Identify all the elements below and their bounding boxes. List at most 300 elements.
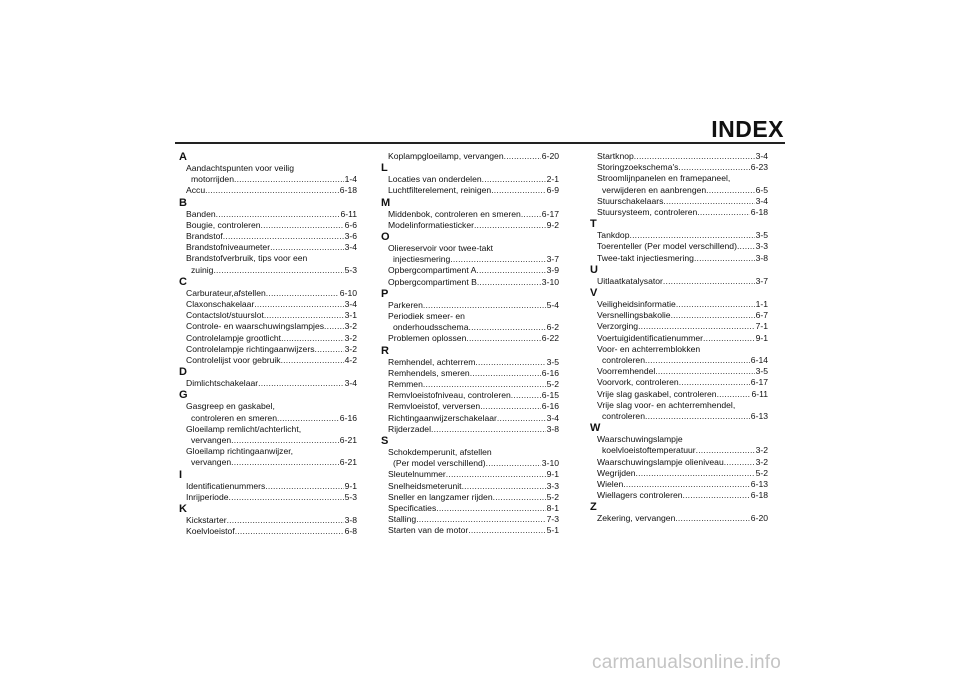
index-letter-heading: I (179, 468, 183, 481)
index-entry (381, 322, 559, 333)
index-entry-label: Locaties van onderdelen (388, 174, 482, 185)
dot-leader (266, 288, 339, 299)
index-entry-label: Brandstofniveaumeter (186, 242, 271, 253)
index-entry (590, 299, 768, 310)
index-entry-head: Voor- en achterremblokken (597, 343, 701, 354)
index-page-ref[interactable]: 2-1 (546, 174, 559, 185)
index-page-ref[interactable]: 9-1 (755, 332, 768, 343)
index-entry-label: onderhoudsschema (393, 322, 469, 333)
index-entry-label: Identificatienummers (186, 480, 266, 491)
index-page-ref[interactable]: 3-4 (755, 151, 768, 161)
index-page-ref[interactable]: 5-1 (546, 525, 559, 536)
index-entry-head: Stroomlijnpanelen en framepaneel, (597, 173, 731, 184)
index-entry-head: Vrije slag voor- en achterremhendel, (597, 399, 736, 410)
dot-leader (696, 445, 755, 456)
index-entry (381, 209, 559, 220)
index-entry (179, 457, 357, 468)
index-entry (381, 174, 559, 185)
dot-leader (511, 390, 541, 401)
dot-leader (475, 357, 545, 368)
dot-leader (265, 481, 343, 492)
index-page-ref[interactable]: 6-21 (339, 457, 357, 468)
index-entry (179, 288, 357, 299)
index-page-ref[interactable]: 6-11 (340, 208, 357, 219)
index-page-ref[interactable]: 6-16 (339, 412, 357, 423)
index-entry-label: Remhendels, smeren (388, 367, 470, 378)
index-entry-label: Specificaties (388, 503, 437, 514)
index-letter-heading: G (179, 389, 188, 402)
index-entry (179, 310, 357, 321)
index-entry (590, 162, 768, 173)
index-page-ref[interactable]: 1-1 (755, 299, 768, 310)
index-page-ref[interactable]: 3-2 (755, 456, 768, 467)
index-entry-label: Wiellagers controleren (597, 490, 683, 501)
index-entry (381, 254, 559, 265)
index-entry-label: Remmen (388, 379, 423, 390)
index-page-ref[interactable]: 6-11 (751, 388, 768, 399)
index-page-ref[interactable]: 6-13 (750, 411, 768, 422)
dot-leader (630, 230, 755, 241)
index-entry-label: Remvloeistof, verversen (388, 401, 481, 412)
dot-leader (423, 379, 546, 390)
index-entry (381, 300, 559, 311)
index-page-ref[interactable]: 6-17 (541, 208, 559, 219)
index-entry (590, 310, 768, 321)
index-page-ref[interactable]: 3-8 (546, 423, 559, 434)
index-page-ref[interactable]: 6-10 (339, 287, 357, 298)
index-page-ref[interactable]: 3-5 (546, 356, 559, 367)
index-entry (381, 277, 559, 288)
index-entry-label: Sneller en langzamer rijden (388, 491, 493, 502)
index-entry (179, 299, 357, 310)
index-entry-label: Voorvork, controleren (597, 377, 679, 388)
dot-leader (446, 469, 546, 480)
index-entry-label: Starten van de motor (388, 525, 469, 536)
index-page-ref[interactable]: 6-20 (541, 151, 559, 161)
index-page-ref[interactable]: 6-13 (750, 479, 768, 490)
index-entry-head: Gloeilamp richtingaanwijzer, (186, 446, 293, 457)
dot-leader (697, 207, 749, 218)
index-entry (179, 355, 357, 366)
index-entry-label: Inrijperiode (186, 491, 229, 502)
index-page-ref[interactable]: 3-10 (541, 276, 559, 287)
dot-leader (663, 196, 754, 207)
index-entry (590, 253, 768, 264)
dot-leader (281, 355, 344, 366)
index-entry (179, 435, 357, 446)
dot-leader (264, 310, 344, 321)
index-page-ref[interactable]: 6-22 (541, 333, 559, 344)
index-entry-label: Rijderzadel (388, 423, 431, 434)
index-letter-heading: Z (590, 501, 597, 514)
index-entry (381, 469, 559, 480)
index-letter-heading: V (590, 287, 598, 300)
index-entry-label: Wielen (597, 479, 624, 490)
index-entry-label: Waarschuwingslampje olieniveau (597, 456, 724, 467)
index-entry-label: Vrije slag gaskabel, controleren (597, 388, 717, 399)
index-page-ref[interactable]: 6-5 (755, 184, 768, 195)
index-page-ref[interactable]: 3-8 (755, 252, 768, 263)
index-entry-label: vervangen (191, 435, 232, 446)
index-entry (381, 481, 559, 492)
index-entry (179, 333, 357, 344)
index-letter-heading: D (179, 366, 187, 379)
dot-leader (205, 185, 339, 196)
index-entry (179, 378, 357, 389)
index-entry-label: controleren (602, 355, 645, 366)
dot-leader (477, 277, 541, 288)
dot-leader (468, 525, 545, 536)
index-entry (590, 321, 768, 332)
index-entry-label: Contactslot/stuurslot (186, 310, 264, 321)
index-entry-label: verwijderen en aanbrengen (602, 184, 707, 195)
index-entry (381, 492, 559, 503)
index-column-3 (590, 151, 768, 525)
dot-leader (482, 174, 546, 185)
index-page-ref[interactable]: 3-4 (344, 299, 357, 310)
index-entry-label: Stalling (388, 514, 417, 525)
index-entry (590, 389, 768, 400)
index-entry-label: Voorremhendel (597, 366, 656, 377)
index-entry-label: Banden (186, 208, 216, 219)
index-letter-heading: R (381, 344, 389, 357)
index-page-ref[interactable]: 3-7 (546, 254, 559, 265)
dot-leader (470, 368, 541, 379)
dot-leader (717, 389, 751, 400)
index-entry-label: Parkeren (388, 299, 423, 310)
index-entry-label: Koplampgloeilamp, vervangen (388, 151, 504, 161)
index-page-ref[interactable]: 3-9 (546, 265, 559, 276)
dot-leader (638, 321, 754, 332)
index-entry (381, 458, 559, 469)
dot-leader (493, 492, 546, 503)
index-letter-heading: A (179, 151, 187, 163)
dot-leader (234, 174, 344, 185)
index-page-ref[interactable]: 6-9 (546, 185, 559, 196)
index-page-ref[interactable]: 6-6 (344, 219, 357, 230)
index-entry (179, 481, 357, 492)
index-entry-label: Brandstof (186, 231, 223, 242)
index-page-ref[interactable]: 5-2 (546, 491, 559, 502)
index-letter-heading: M (381, 196, 391, 209)
index-entry-label: Problemen oplossen (388, 333, 467, 344)
dot-leader (469, 322, 546, 333)
index-page-ref[interactable]: 3-3 (546, 480, 559, 491)
dot-leader (416, 514, 545, 525)
index-entry (590, 333, 768, 344)
dot-leader (423, 300, 546, 311)
index-page-ref[interactable]: 9-2 (546, 219, 559, 230)
dot-leader (675, 513, 749, 524)
dot-leader (679, 377, 750, 388)
index-page-ref[interactable]: 7-3 (546, 514, 559, 525)
index-entry-label: Tankdop (597, 230, 630, 241)
index-entry (590, 196, 768, 207)
index-letter-heading: K (179, 503, 187, 516)
index-entry-label: vervangen (191, 457, 232, 468)
index-entry (179, 231, 357, 242)
index-entry (179, 515, 357, 526)
index-entry (381, 368, 559, 379)
index-page-ref[interactable]: 8-1 (546, 503, 559, 514)
index-entry-label: Bougie, controleren (186, 219, 261, 230)
index-entry-label: Verzorging (597, 321, 639, 332)
index-page-ref[interactable]: 6-15 (541, 390, 559, 401)
index-entry-label: controleren (602, 411, 645, 422)
dot-leader (476, 265, 545, 276)
index-page-ref[interactable]: 3-5 (755, 366, 768, 377)
index-column-2 (381, 151, 559, 537)
dot-leader (497, 413, 546, 424)
dot-leader (703, 333, 755, 344)
index-page-ref[interactable]: 6-18 (750, 207, 768, 218)
index-entry-head: Oliereservoir voor twee-takt (388, 243, 494, 254)
index-entry-label: injectiesmering (393, 254, 451, 265)
index-page-ref[interactable]: 5-3 (344, 491, 357, 502)
index-entry-head: Periodiek smeer- en (388, 311, 465, 322)
index-entry (381, 525, 559, 536)
index-entry (590, 230, 768, 241)
dot-leader (724, 457, 755, 468)
dot-leader (663, 276, 755, 287)
index-page-ref[interactable]: 5-2 (546, 379, 559, 390)
index-entry-label: (Per model verschillend) (393, 458, 486, 469)
index-page-ref[interactable]: 6-17 (750, 377, 768, 388)
index-page-ref[interactable]: 6-16 (541, 367, 559, 378)
dot-leader (504, 151, 541, 162)
index-entry-label: Startknop (597, 151, 634, 161)
index-entry-label: Carburateur,afstellen (186, 287, 266, 298)
index-page-ref[interactable]: 3-2 (344, 343, 357, 354)
dot-leader (235, 526, 344, 537)
index-page-ref[interactable]: 3-5 (755, 230, 768, 241)
dot-leader (480, 401, 541, 412)
index-entry (381, 514, 559, 525)
index-entry (381, 265, 559, 276)
index-entry (590, 490, 768, 501)
dot-leader (623, 479, 750, 490)
index-entry-label: Storingzoekschema's (597, 162, 679, 173)
index-page-ref[interactable]: 3-4 (755, 195, 768, 206)
index-entry-label: Toerenteller (Per model verschillend) (597, 241, 737, 252)
index-entry-label: Uitlaatkatalysator (597, 275, 663, 286)
dot-leader (431, 424, 546, 435)
index-entry (590, 207, 768, 218)
index-entry-label: Wegrijden (597, 467, 636, 478)
dot-leader (281, 333, 344, 344)
index-entry-label: Koelvloeistof (186, 526, 235, 537)
index-entry (590, 457, 768, 468)
index-page-ref[interactable]: 3-3 (755, 241, 768, 252)
dot-leader (462, 481, 546, 492)
index-page-ref[interactable]: 7-1 (755, 321, 768, 332)
index-entry (179, 344, 357, 355)
index-letter-heading: L (381, 162, 388, 175)
index-letter-heading: T (590, 218, 597, 231)
index-page-ref[interactable]: 3-4 (344, 242, 357, 253)
dot-leader (216, 209, 340, 220)
index-entry-label: Richtingaanwijzerschakelaar (388, 412, 497, 423)
dot-leader (270, 242, 344, 253)
dot-leader (277, 413, 339, 424)
index-entry (179, 492, 357, 503)
index-entry (381, 151, 559, 162)
index-entry (590, 377, 768, 388)
index-entry (590, 411, 768, 422)
index-page-ref[interactable]: 3-1 (344, 310, 357, 321)
index-entry (381, 390, 559, 401)
index-entry (381, 357, 559, 368)
index-entry-label: Controlelijst voor gebruik (186, 355, 281, 366)
index-entry-label: Controlelampje grootlicht (186, 332, 282, 343)
index-entry-label: Stuursysteem, controleren (597, 207, 698, 218)
index-entry (179, 265, 357, 276)
index-entry (179, 526, 357, 537)
index-entry-label: Opbergcompartiment B (388, 276, 477, 287)
index-page-ref[interactable]: 3-6 (344, 231, 357, 242)
index-entry (590, 445, 768, 456)
index-entry-label: motorrijden (191, 174, 234, 185)
dot-leader (645, 355, 750, 366)
index-page-ref[interactable]: 6-21 (339, 435, 357, 446)
index-entry-label: Veiligheidsinformatie (597, 299, 676, 310)
index-entry-label: Twee-takt injectiesmering (597, 252, 694, 263)
index-page-ref[interactable]: 9-1 (344, 480, 357, 491)
index-entry-label: Snelheidsmeterunit (388, 480, 462, 491)
dot-leader (634, 151, 755, 162)
index-letter-heading: U (590, 263, 598, 276)
index-entry (381, 401, 559, 412)
index-entry-head: Schokdemperunit, afstellen (388, 447, 492, 458)
dot-leader (676, 299, 755, 310)
dot-leader (671, 310, 755, 321)
dot-leader (466, 333, 540, 344)
index-entry (381, 413, 559, 424)
index-entry-head: Brandstofverbruik, tips voor een (186, 253, 308, 264)
index-page-ref[interactable]: 3-2 (344, 321, 357, 332)
dot-leader (521, 209, 541, 220)
index-entry (590, 151, 768, 162)
index-page-ref[interactable]: 3-8 (344, 515, 357, 526)
index-letter-heading: P (381, 287, 389, 300)
dot-leader (231, 457, 339, 468)
dot-leader (636, 468, 755, 479)
index-page-ref[interactable]: 3-4 (344, 378, 357, 389)
index-entry-label: Kickstarter (186, 515, 227, 526)
index-entry-label: Luchtfilterelement, reinigen (388, 185, 492, 196)
index-entry-label: controleren en smeren (191, 412, 277, 423)
index-page-ref[interactable]: 6-14 (750, 355, 768, 366)
dot-leader (486, 458, 541, 469)
index-page-ref[interactable]: 1-4 (344, 174, 357, 185)
dot-leader (683, 490, 750, 501)
index-entry-head: Waarschuwingslampje (597, 434, 683, 445)
index-entry-label: Versnellingsbakolie (597, 310, 671, 321)
index-entry (179, 242, 357, 253)
dot-leader (645, 411, 750, 422)
dot-leader (254, 299, 343, 310)
index-page-ref[interactable]: 3-2 (755, 445, 768, 456)
index-entry (590, 513, 768, 524)
index-page-ref[interactable]: 6-8 (344, 526, 357, 537)
index-entry-label: Claxonschakelaar (186, 299, 255, 310)
index-entry (381, 185, 559, 196)
index-entry-label: Controlelampje richtingaanwijzers (186, 343, 315, 354)
index-page-ref[interactable]: 3-2 (344, 332, 357, 343)
index-page-ref[interactable]: 6-18 (750, 490, 768, 501)
index-entry-label: Opbergcompartiment A (388, 265, 477, 276)
index-entry (590, 241, 768, 252)
index-entry-label: Controle- en waarschuwingslampjes (186, 321, 325, 332)
index-entry (590, 355, 768, 366)
index-entry (179, 185, 357, 196)
index-entry (590, 276, 768, 287)
index-page-ref[interactable]: 5-2 (755, 467, 768, 478)
index-page-ref[interactable]: 6-23 (750, 162, 768, 173)
dot-leader (231, 435, 339, 446)
page-title: INDEX (711, 116, 784, 142)
dot-leader (223, 231, 344, 242)
dot-leader (315, 344, 344, 355)
index-entry-label: Remhendel, achterrem (388, 356, 476, 367)
index-column-1 (179, 151, 357, 537)
index-entry (381, 379, 559, 390)
index-page-ref[interactable]: 6-20 (750, 513, 768, 524)
watermark: carmanualsonline.info (592, 652, 782, 673)
index-entry-head: Gasgreep en gaskabel, (186, 401, 275, 412)
index-letter-heading: O (381, 231, 390, 244)
dot-leader (655, 366, 754, 377)
index-entry-label: Voertuigidentificatienummer (597, 332, 704, 343)
index-entry-label: koelvloeistoftemperatuur (602, 445, 696, 456)
index-entry-head: Aandachtspunten voor veilig (186, 163, 294, 173)
index-page-ref[interactable]: 3-10 (541, 458, 559, 469)
index-entry-label: Remvloeistofniveau, controleren (388, 390, 511, 401)
index-entry (590, 366, 768, 377)
index-entry (179, 220, 357, 231)
index-entry-label: Middenbok, controleren en smeren (388, 208, 521, 219)
index-page-ref[interactable]: 3-4 (546, 412, 559, 423)
index-page-ref[interactable]: 4-2 (344, 355, 357, 366)
index-page-ref[interactable]: 9-1 (546, 469, 559, 480)
dot-leader (737, 241, 755, 252)
index-entry (381, 333, 559, 344)
index-entry (179, 174, 357, 185)
index-entry-label: Modelinformatiesticker (388, 219, 474, 230)
index-entry (590, 185, 768, 196)
dot-leader (258, 378, 343, 389)
index-page-ref[interactable]: 6-16 (541, 401, 559, 412)
index-entry (179, 413, 357, 424)
index-entry (381, 503, 559, 514)
dot-leader (474, 220, 546, 231)
index-page-ref[interactable]: 6-7 (755, 310, 768, 321)
index-page-ref[interactable]: 5-4 (546, 299, 559, 310)
dot-leader (694, 253, 755, 264)
index-entry (381, 220, 559, 231)
index-entry-label: Stuurschakelaars (597, 195, 664, 206)
index-entry (590, 479, 768, 490)
index-page-ref[interactable]: 6-2 (546, 322, 559, 333)
index-page-ref[interactable]: 3-7 (755, 275, 768, 286)
dot-leader (436, 503, 545, 514)
dot-leader (261, 220, 344, 231)
dot-leader (227, 515, 344, 526)
index-letter-heading: W (590, 422, 601, 435)
index-page-ref[interactable]: 5-3 (344, 264, 357, 275)
index-entry (179, 321, 357, 332)
index-page-ref[interactable]: 6-18 (339, 185, 357, 196)
